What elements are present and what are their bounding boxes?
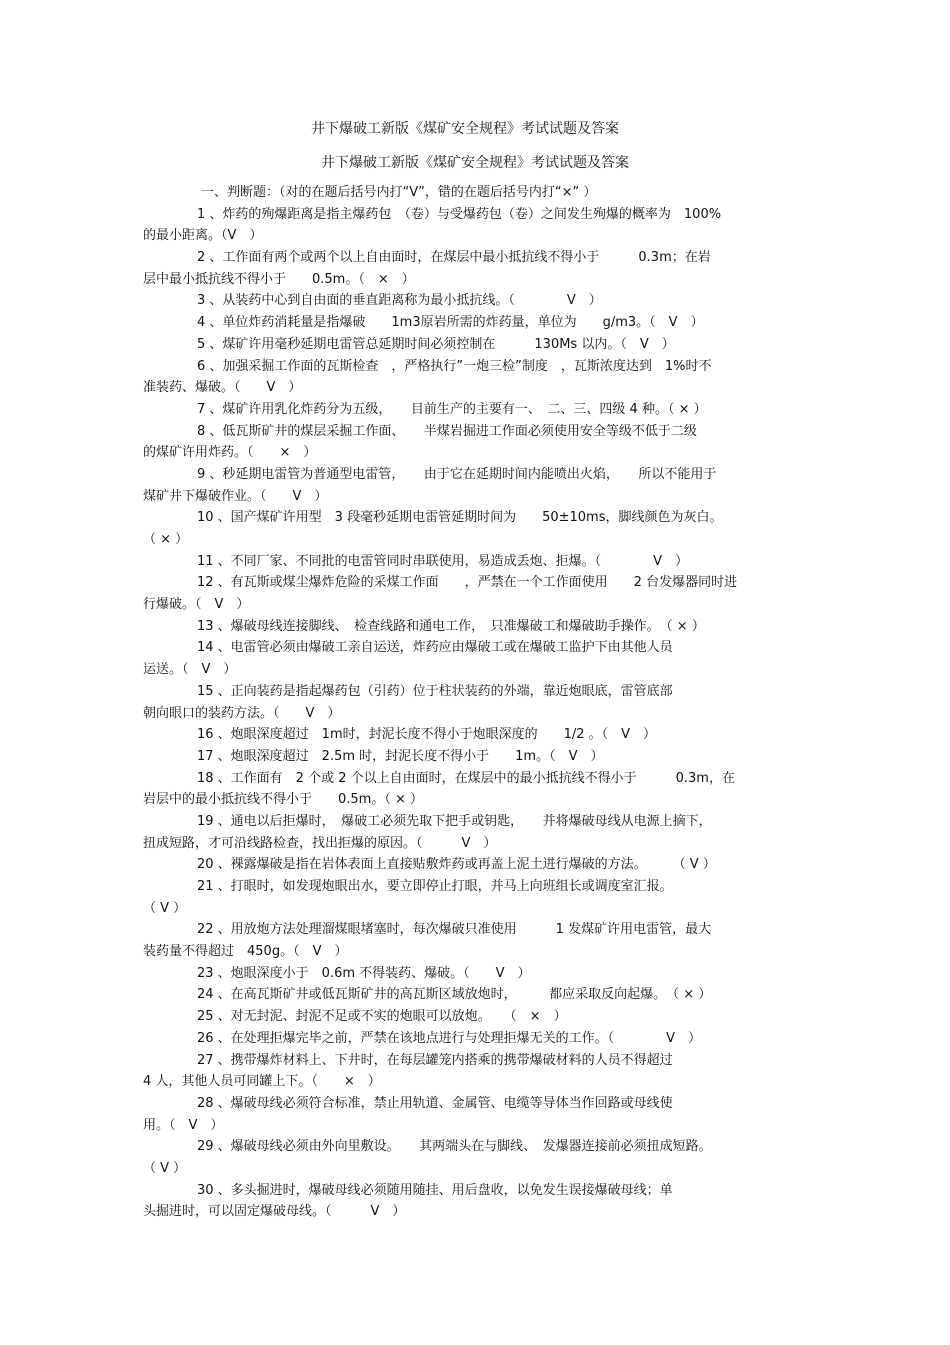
- question-line: 1 、炸药的殉爆距离是指主爆药包 （卷）与受爆药包（卷）之间发生殉爆的概率为 100%: [197, 206, 722, 222]
- question-continuation-line: 的煤矿许用炸药。（ × ）: [143, 445, 317, 461]
- question-line: 7 、煤矿许用乳化炸药分为五级， 目前生产的主要有一、 二、三、四级 4 种。（ × ）: [197, 401, 707, 417]
- question-line: 27 、携带爆炸材料上、下井时，在每层罐笼内搭乘的携带爆破材料的人员不得超过: [197, 1052, 673, 1068]
- question-item: [143, 681, 813, 724]
- question-line: 6 、加强采掘工作面的瓦斯检查 ，严格执行”一炮三检”制度 ，瓦斯浓度达到 1%时不: [197, 358, 712, 374]
- question-item: [143, 854, 813, 876]
- question-item: [143, 356, 813, 399]
- question-line: 4 、单位炸药消耗量是指爆破 1m3原岩所需的炸药量，单位为 g/m3。（ V ）: [197, 315, 704, 331]
- question-line: 3 、从装药中心到自由面的垂直距离称为最小抵抗线。（ V ）: [197, 293, 602, 309]
- question-line: 10 、国产煤矿许用型 3 段毫秒延期电雷管延期时间为 50±10ms，脚线颜色为灰白。: [197, 510, 723, 526]
- question-item: [143, 204, 813, 247]
- question-item: [143, 746, 813, 768]
- question-list: [143, 182, 813, 1223]
- question-line: 15 、正向装药是指起爆药包（引药）位于柱状装药的外端，靠近炮眼底，雷管底部: [197, 683, 673, 699]
- question-line: 13 、爆破母线连接脚线、 检查线路和通电工作， 只准爆破工和爆破助手操作。 （ × ）: [197, 618, 705, 634]
- question-item: [143, 768, 813, 811]
- question-item: [143, 616, 813, 638]
- question-item: [143, 399, 813, 421]
- section-heading: 一、判断题：（对的在题后括号内打“V”，错的在题后括号内打“×” ）: [201, 185, 597, 200]
- question-item: [143, 876, 813, 919]
- question-line: 21 、打眼时，如发现炮眼出水，要立即停止打眼，并马上向班组长或调度室汇报。: [197, 879, 673, 894]
- question-item: [143, 247, 813, 290]
- document-subtitle: 井下爆破工新版《煤矿安全规程》考试试题及答案: [321, 155, 629, 171]
- question-line: 18 、工作面有 2 个或 2 个以上自由面时，在煤层中的最小抵抗线不得小于 0.3m，在: [197, 770, 735, 786]
- question-line: 19 、通电以后拒爆时， 爆破工必须先取下把手或钥匙， 并将爆破母线从电源上摘下，: [197, 813, 712, 829]
- question-continuation-line: 行爆破。（ V ）: [143, 597, 250, 613]
- question-line: 24 、在高瓦斯矿井或低瓦斯矿井的高瓦斯区域放炮时， 都应采取反向起爆。 （ × ）: [197, 987, 712, 1003]
- question-item: [143, 1093, 813, 1136]
- question-line: 8 、低瓦斯矿井的煤层采掘工作面、 半煤岩掘进工作面必须使用安全等级不低于二级: [197, 423, 697, 439]
- question-line: 29 、爆破母线必须由外向里敷设。 其两端头在与脚线、 发爆器连接前必须扭成短路。: [197, 1139, 712, 1155]
- question-item: [143, 963, 813, 985]
- question-item: [143, 1006, 813, 1028]
- question-line: 9 、秒延期电雷管为普通型电雷管， 由于它在延期时间内能喷出火焰， 所以不能用于: [197, 466, 717, 482]
- question-continuation-line: 的最小距离。（V ）: [143, 228, 263, 244]
- question-continuation-line: （ × ）: [143, 532, 189, 547]
- question-item: [143, 724, 813, 746]
- question-continuation-line: 4 人，其他人员可同罐上下。（ × ）: [143, 1074, 381, 1090]
- question-item: [143, 507, 813, 550]
- question-line: 22 、用放炮方法处理溜煤眼堵塞时，每次爆破只准使用 1 发煤矿许用电雷管，最大: [197, 922, 712, 938]
- question-continuation-line: （ V ）: [143, 1160, 187, 1176]
- question-line: 11 、不同厂家、不同批的电雷管同时串联使用，易造成丢炮、拒爆。（ V ）: [197, 553, 689, 569]
- question-item: [143, 290, 813, 312]
- question-item: [143, 637, 813, 680]
- question-continuation-line: 层中最小抵抗线不得小于 0.5m。（ × ）: [143, 271, 415, 287]
- question-line: 12 、有瓦斯或煤尘爆炸危险的采煤工作面 ，严禁在一个工作面使用 2 台发爆器同时进: [197, 575, 738, 591]
- question-item: [143, 919, 813, 962]
- question-line: 20 、裸露爆破是指在岩体表面上直接贴敷炸药或再盖上泥土进行爆破的方法。 （ V ）: [197, 857, 716, 873]
- question-item: [143, 1180, 813, 1223]
- question-continuation-line: 准装药、爆破。（ V ）: [143, 380, 302, 396]
- question-line: 5 、煤矿许用毫秒延期电雷管总延期时间必须控制在 130Ms 以内。（ V ）: [197, 336, 675, 352]
- question-item: [143, 811, 813, 854]
- question-line: 16 、炮眼深度超过 1m时，封泥长度不得小于炮眼深度的 1/2 。（ V ）: [197, 727, 657, 743]
- question-continuation-line: 岩层中的最小抵抗线不得小于 0.5m。（ × ）: [143, 792, 423, 808]
- question-continuation-line: 煤矿井下爆破作业。（ V ）: [143, 488, 328, 504]
- question-item: [143, 334, 813, 356]
- question-line: 30 、多头掘进时，爆破母线必须随用随挂、用后盘收，以免发生误接爆破母线；单: [197, 1182, 673, 1198]
- question-line: 23 、炮眼深度小于 0.6m 不得装药、爆破。（ V ）: [197, 965, 531, 981]
- question-continuation-line: 扭成短路，才可沿线路检查，找出拒爆的原因。（ V ）: [143, 835, 497, 851]
- question-continuation-line: 装药量不得超过 450g。（ V ）: [143, 944, 348, 960]
- question-item: [143, 572, 813, 615]
- question-continuation-line: 运送。（ V ）: [143, 662, 237, 678]
- question-continuation-line: 用。（ V ）: [143, 1117, 224, 1133]
- question-continuation-line: （ V ）: [143, 900, 187, 916]
- question-line: 26 、在处理拒爆完毕之前，严禁在该地点进行与处理拒爆无关的工作。（ V ）: [197, 1030, 702, 1046]
- question-item: [143, 312, 813, 334]
- question-item: [143, 464, 813, 507]
- question-line: 28 、爆破母线必须符合标准，禁止用轨道、金属管、电缆等导体当作回路或母线使: [197, 1095, 673, 1111]
- question-continuation-line: 朝向眼口的装药方法。（ V ）: [143, 705, 341, 721]
- question-continuation-line: 头掘进时，可以固定爆破母线。（ V ）: [143, 1204, 406, 1220]
- question-item: [143, 984, 813, 1006]
- question-item: [143, 1136, 813, 1179]
- question-item: [143, 421, 813, 464]
- question-line: 2 、工作面有两个或两个以上自由面时，在煤层中最小抵抗线不得小于 0.3m；在岩: [197, 250, 711, 266]
- question-line: 25 、对无封泥、封泥不足或不实的炮眼可以放炮。 （ × ）: [197, 1009, 567, 1025]
- document-title: 井下爆破工新版《煤矿安全规程》考试试题及答案: [311, 121, 619, 137]
- question-line: 14 、电雷管必须由爆破工亲自运送，炸药应由爆破工或在爆破工监护下由其他人员: [197, 640, 673, 656]
- question-item: [143, 551, 813, 573]
- question-item: [143, 1050, 813, 1093]
- question-item: [143, 1028, 813, 1050]
- question-line: 17 、炮眼深度超过 2.5m 时，封泥长度不得小于 1m。（ V ）: [197, 748, 604, 764]
